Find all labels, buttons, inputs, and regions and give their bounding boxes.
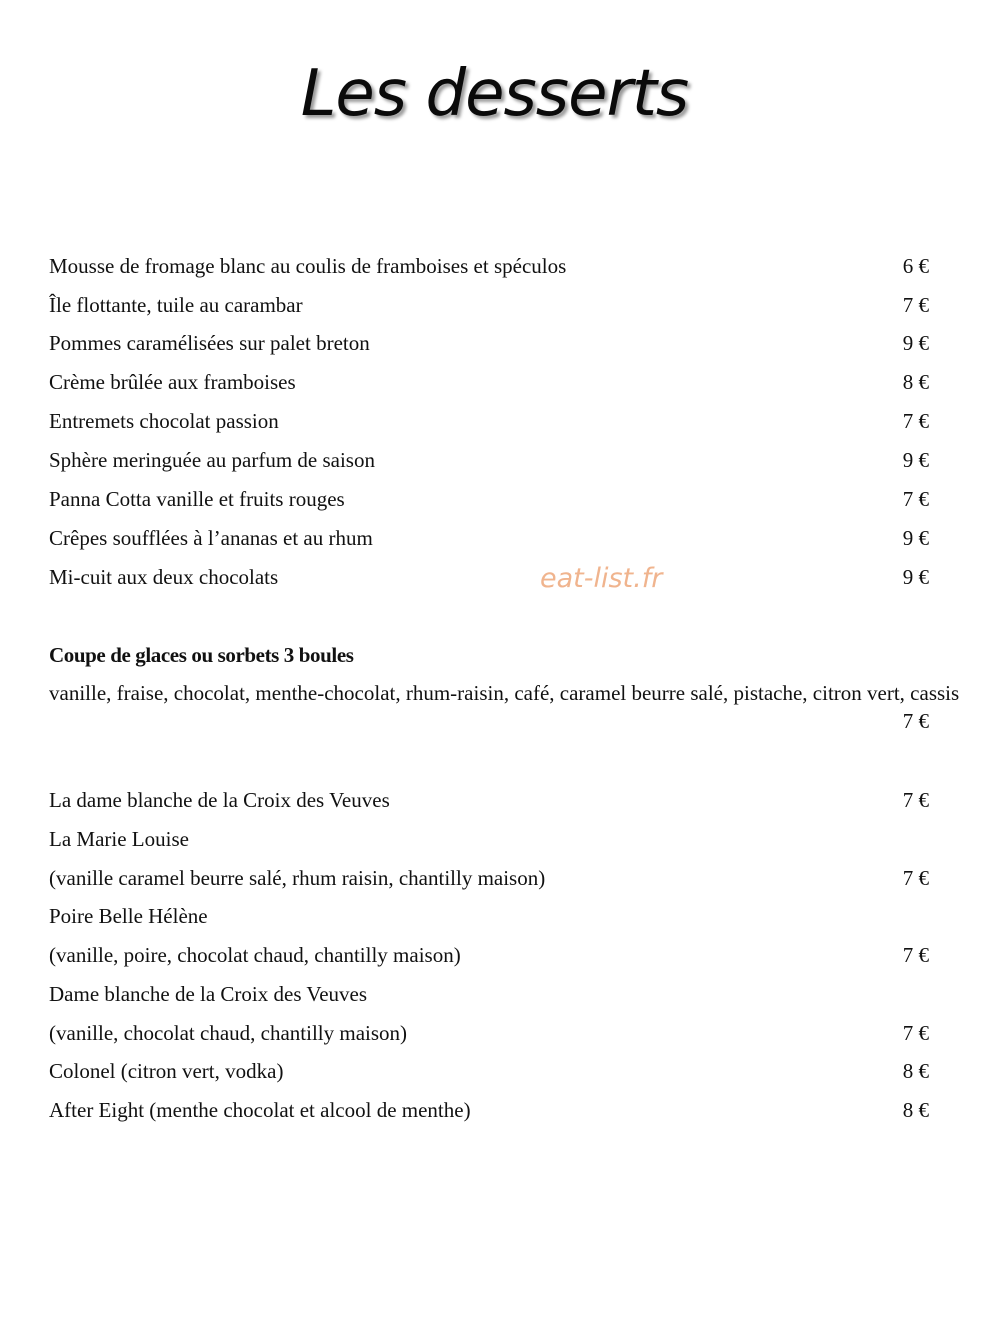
coupe-price: 7 € xyxy=(902,866,929,890)
coupe-item xyxy=(49,824,929,854)
dessert-item xyxy=(49,290,929,320)
dessert-name: Crème brûlée aux framboises xyxy=(49,370,296,394)
dessert-item xyxy=(49,251,929,281)
ice-cream-flavors: vanille, fraise, chocolat, menthe-chocolat, rhum-raisin, café, caramel beurre salé, pistache, citron vert, cassis xyxy=(49,681,960,705)
coupe-price: 8 € xyxy=(902,1098,929,1122)
dessert-price: 9 € xyxy=(902,448,929,472)
section-title-ice-cream: Coupe de glaces ou sorbets 3 boules xyxy=(49,643,354,667)
dessert-price: 9 € xyxy=(902,331,929,355)
dessert-item xyxy=(49,367,929,397)
dessert-item xyxy=(49,562,929,592)
dessert-price: 9 € xyxy=(902,526,929,550)
dessert-price: 9 € xyxy=(902,565,929,589)
coupe-item xyxy=(49,901,929,931)
dessert-price: 7 € xyxy=(902,487,929,511)
dessert-name: Mi-cuit aux deux chocolats xyxy=(49,565,279,589)
dessert-item xyxy=(49,406,929,436)
dessert-item xyxy=(49,523,929,553)
dessert-price: 8 € xyxy=(902,370,929,394)
watermark: eat-list.fr xyxy=(540,563,663,594)
coupe-description: (vanille caramel beurre salé, rhum raisin, chantilly maison) xyxy=(49,866,546,890)
coupe-name: After Eight (menthe chocolat et alcool de menthe) xyxy=(49,1098,471,1122)
coupe-item xyxy=(49,979,929,1009)
coupe-item xyxy=(49,940,929,970)
coupe-description: (vanille, chocolat chaud, chantilly maison) xyxy=(49,1021,408,1045)
dessert-name: Île flottante, tuile au carambar xyxy=(49,293,303,317)
dessert-name: Mousse de fromage blanc au coulis de framboises et spéculos xyxy=(49,254,567,278)
coupe-item xyxy=(49,1056,929,1086)
coupe-name: La dame blanche de la Croix des Veuves xyxy=(49,788,390,812)
dessert-name: Sphère meringuée au parfum de saison xyxy=(49,448,375,472)
coupe-item xyxy=(49,863,929,893)
coupe-item xyxy=(49,1018,929,1048)
coupe-price: 8 € xyxy=(902,1059,929,1083)
coupe-price: 7 € xyxy=(902,1021,929,1045)
coupe-description: (vanille, poire, chocolat chaud, chantilly maison) xyxy=(49,943,461,967)
coupe-name: Dame blanche de la Croix des Veuves xyxy=(49,982,368,1006)
page-title: Les desserts xyxy=(300,57,689,131)
dessert-item xyxy=(49,328,929,358)
dessert-name: Entremets chocolat passion xyxy=(49,409,279,433)
dessert-name: Pommes caramélisées sur palet breton xyxy=(49,331,370,355)
coupe-item xyxy=(49,1095,929,1125)
dessert-price: 6 € xyxy=(902,254,929,278)
dessert-item xyxy=(49,484,929,514)
coupe-name: La Marie Louise xyxy=(49,827,189,851)
coupe-item xyxy=(49,785,929,815)
ice-cream-price: 7 € xyxy=(902,709,929,733)
dessert-price: 7 € xyxy=(902,409,929,433)
dessert-item xyxy=(49,445,929,475)
coupe-name: Poire Belle Hélène xyxy=(49,904,208,928)
dessert-name: Panna Cotta vanille et fruits rouges xyxy=(49,487,345,511)
coupe-price: 7 € xyxy=(902,943,929,967)
dessert-price: 7 € xyxy=(902,293,929,317)
coupe-price: 7 € xyxy=(902,788,929,812)
dessert-name: Crêpes soufflées à l’ananas et au rhum xyxy=(49,526,373,550)
coupe-name: Colonel (citron vert, vodka) xyxy=(49,1059,284,1083)
